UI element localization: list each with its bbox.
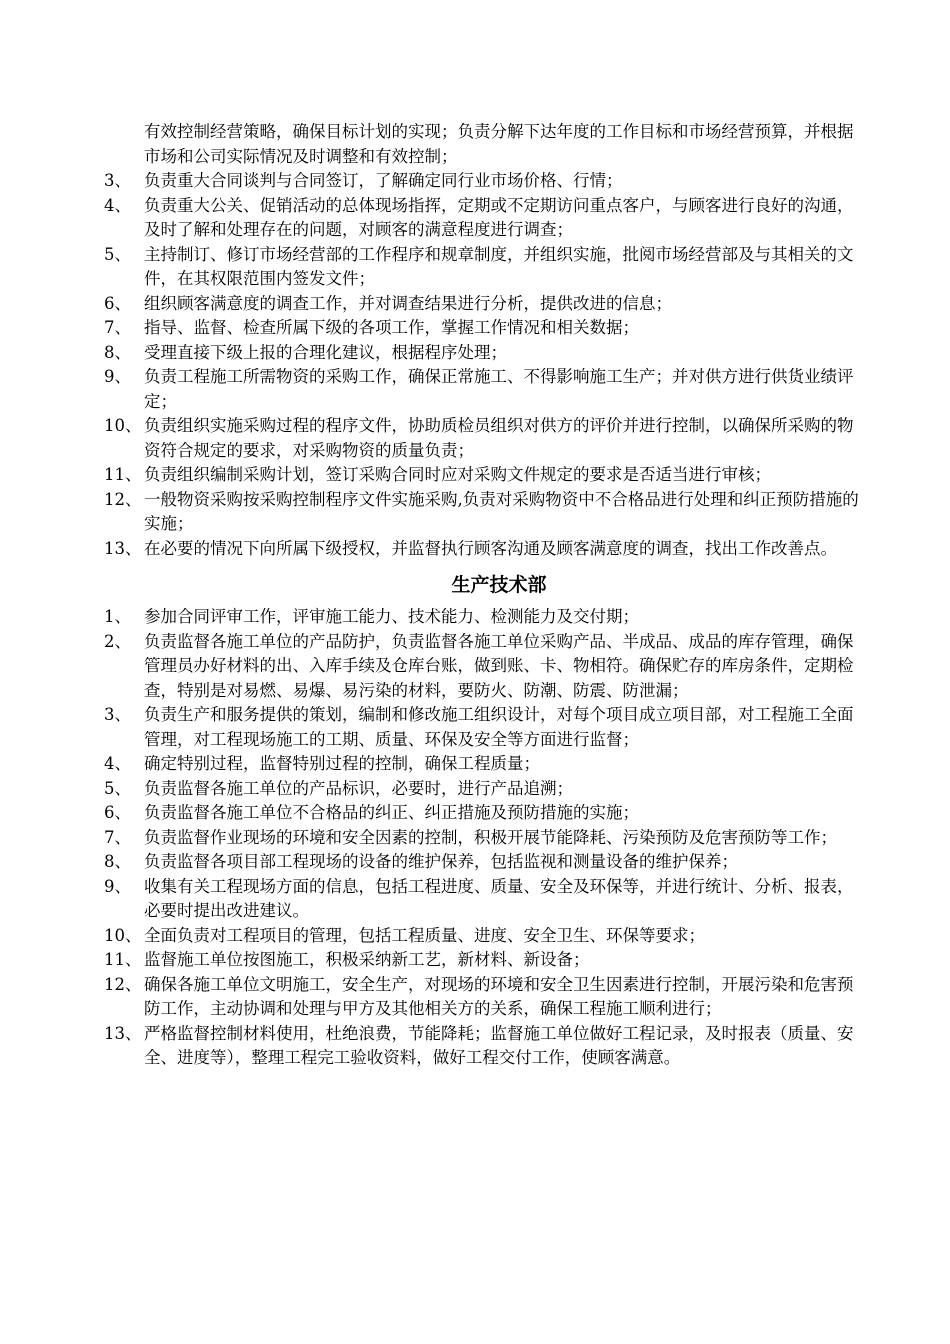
list-item [104, 292, 864, 317]
list-item [104, 875, 864, 924]
item-text: 全面负责对工程项目的管理，包括工程质量、进度、安全卫生、环保等要求； [144, 925, 705, 945]
list-item [104, 194, 864, 243]
item-number: 11、 [104, 950, 142, 969]
item-number: 12、 [104, 489, 142, 509]
item-text: 负责监督作业现场的环境和安全因素的控制，积极开展节能降耗、污染预防及危害预防等工作； [144, 827, 837, 847]
list-item [104, 341, 864, 366]
item-number: 7、 [104, 318, 131, 337]
list-item [104, 630, 864, 704]
list-item [104, 777, 864, 802]
list-item [104, 752, 864, 777]
item-number: 12、 [104, 974, 142, 994]
item-text: 负责生产和服务提供的策划，编制和修改施工组织设计，对每个项目成立项目部，对工程施工全面管理，对工程现场施工的工期、质量、环保及安全等方面进行监督； [144, 705, 854, 749]
item-number: 3、 [104, 705, 131, 724]
list-item [104, 826, 864, 851]
item-text: 组织顾客满意度的调查工作，并对调查结果进行分析，提供改进的信息； [144, 293, 672, 313]
item-text: 负责监督各施工单位的产品防护，负责监督各施工单位采购产品、半成品、成品的库存管理，确保管理员办好材料的出、入库手续及仓库台账，做到账、卡、物相符。确保贮存的库房条件，定期检查，特别是对易燃、易爆、易污染的材料，要防火、防潮、防震、防泄漏； [144, 631, 854, 700]
item-text: 确保各施工单位文明施工，安全生产，对现场的环境和安全卫生因素进行控制，开展污染和危害预防工作，主动协调和处理与甲方及其他相关方的关系，确保工程施工顺利进行； [144, 974, 854, 1018]
list-item [104, 605, 864, 630]
list-item [104, 365, 864, 414]
item-text: 负责组织编制采购计划，签订采购合同时应对采购文件规定的要求是否适当进行审核； [144, 465, 771, 484]
item-text: 在必要的情况下向所属下级授权，并监督执行顾客沟通及顾客满意度的调查，找出工作改善点。 [144, 538, 837, 558]
list-item [104, 973, 864, 1022]
list-item [104, 703, 864, 752]
paragraph-continuation [104, 120, 864, 169]
item-number: 6、 [104, 803, 131, 822]
list-item [104, 316, 864, 341]
item-text: 负责监督各施工单位不合格品的纠正、纠正措施及预防措施的实施； [144, 803, 639, 822]
list-item [104, 850, 864, 875]
item-number: 4、 [104, 754, 131, 773]
item-text: 受理直接下级上报的合理化建议，根据程序处理； [144, 342, 507, 362]
item-text: 负责重大公关、促销活动的总体现场指挥，定期或不定期访问重点客户，与顾客进行良好的沟通，及时了解和处理存在的问题，对顾客的满意程度进行调查； [144, 195, 854, 239]
item-number: 11、 [104, 465, 142, 484]
item-number: 6、 [104, 293, 131, 313]
list-item [104, 169, 864, 194]
item-number: 8、 [104, 342, 131, 362]
item-number: 13、 [104, 538, 142, 558]
item-number: 5、 [104, 778, 131, 798]
item-text: 负责组织实施采购过程的程序文件，协助质检员组织对供方的评价并进行控制，以确保所采购的物资符合规定的要求，对采购物资的质量负责； [144, 416, 854, 460]
list-item [104, 1022, 864, 1071]
item-text: 确定特别过程，监督特别过程的控制，确保工程质量； [144, 754, 540, 773]
item-number: 9、 [104, 367, 131, 386]
list-item [104, 924, 864, 949]
item-text: 负责工程施工所需物资的采购工作，确保正常施工、不得影响施工生产；并对供方进行供货业绩评定； [144, 367, 854, 411]
item-text: 负责监督各施工单位的产品标识，必要时，进行产品追溯； [144, 778, 573, 798]
list-item [104, 488, 864, 537]
list-item [104, 801, 864, 826]
item-number: 9、 [104, 876, 131, 896]
list-item [104, 948, 864, 973]
item-number: 1、 [104, 607, 131, 626]
list-item [104, 463, 864, 488]
item-text: 严格监督控制材料使用，杜绝浪费，节能降耗；监督施工单位做好工程记录，及时报表（质量、安全、进度等），整理工程完工验收资料，做好工程交付工作，使顾客满意。 [144, 1023, 854, 1067]
list-item [104, 414, 864, 463]
item-number: 10、 [104, 416, 142, 435]
item-number: 5、 [104, 244, 131, 264]
item-number: 8、 [104, 852, 131, 871]
item-text: 负责重大合同谈判与合同签订，了解确定同行业市场价格、行情； [144, 171, 623, 190]
item-number: 7、 [104, 827, 131, 847]
list-item [104, 537, 864, 562]
item-number: 10、 [104, 925, 142, 945]
item-text: 收集有关工程现场方面的信息，包括工程进度、质量、安全及环保等，并进行统计、分析、报表，必要时提出改进建议。 [144, 876, 854, 920]
item-number: 2、 [104, 631, 131, 651]
item-number: 13、 [104, 1023, 142, 1043]
item-text: 指导、监督、检查所属下级的各项工作，掌握工作情况和相关数据； [144, 318, 639, 337]
item-number: 4、 [104, 195, 131, 215]
item-number: 3、 [104, 171, 131, 190]
paragraph-text: 有效控制经营策略，确保目标计划的实现；负责分解下达年度的工作目标和市场经营预算，并根据市场和公司实际情况及时调整和有效控制； [144, 122, 854, 166]
document-content [104, 120, 864, 1071]
item-text: 监督施工单位按图施工，积极采纳新工艺，新材料、新设备； [144, 950, 590, 969]
item-text: 主持制订、修订市场经营部的工作程序和规章制度，并组织实施，批阅市场经营部及与其相关的文件，在其权限范围内签发文件； [144, 244, 854, 288]
item-text: 参加合同评审工作，评审施工能力、技术能力、检测能力及交付期； [144, 607, 639, 626]
item-text: 一般物资采购按采购控制程序文件实施采购,负责对采购物资中不合格品进行处理和纠正预防措施的实施； [144, 489, 859, 533]
list-item [104, 243, 864, 292]
section-heading: 生产技术部 [451, 574, 547, 596]
item-text: 负责监督各项目部工程现场的设备的维护保养，包括监视和测量设备的维护保养； [144, 852, 738, 871]
